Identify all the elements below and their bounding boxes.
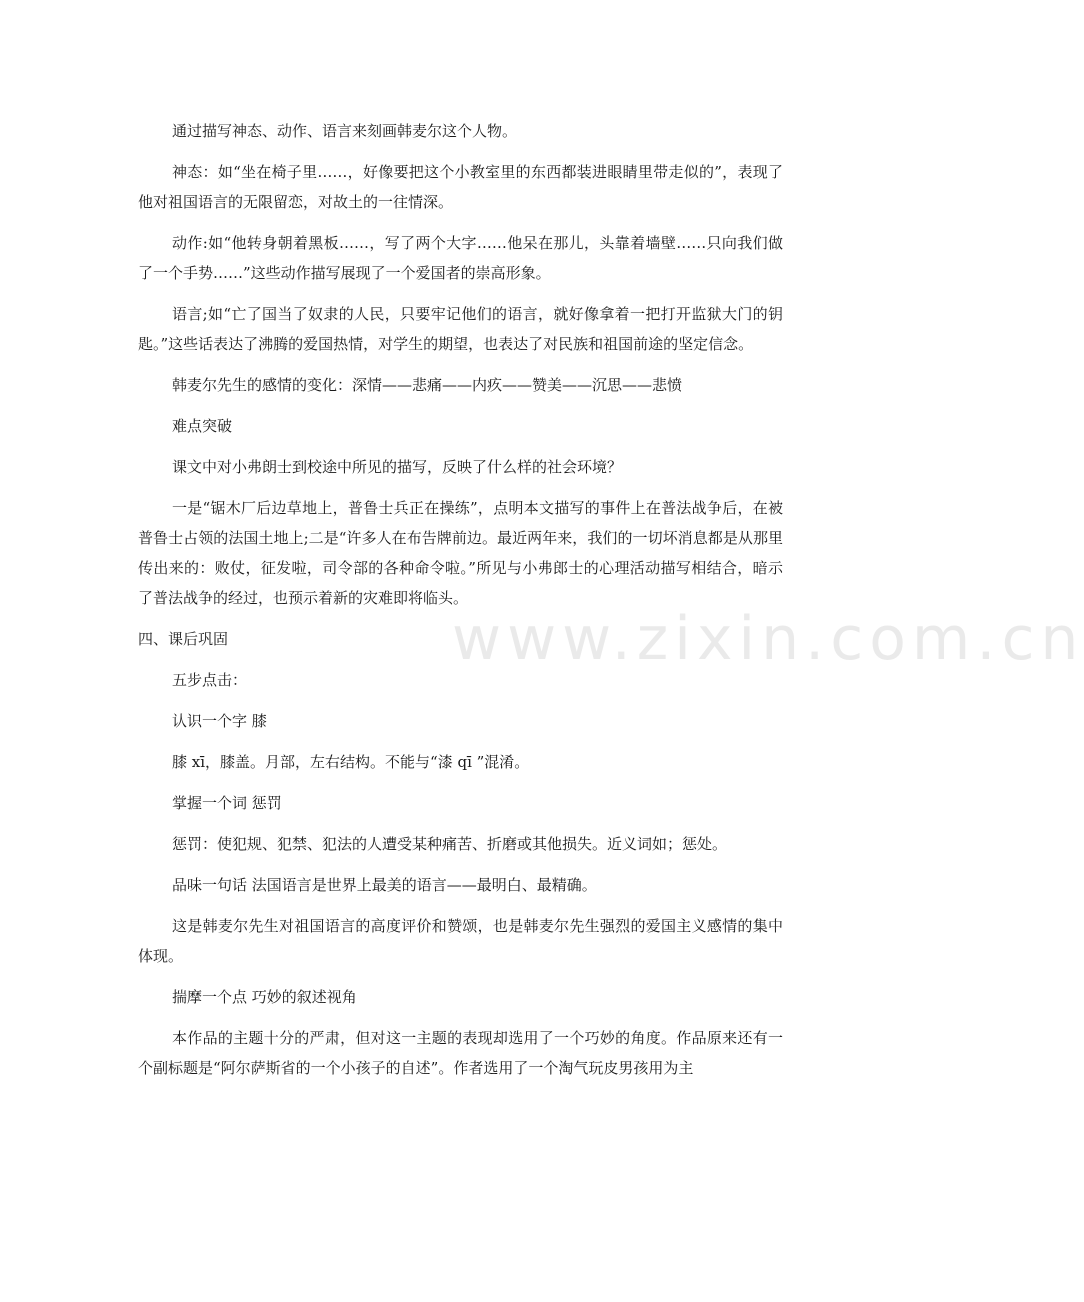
- paragraph: 膝 xī，膝盖。月部，左右结构。不能与“漆 qī ”混淆。: [172, 753, 530, 771]
- document-body: [138, 116, 783, 1094]
- paragraph: 通过描写神态、动作、语言来刻画韩麦尔这个人物。: [172, 122, 518, 140]
- paragraph: 动作:如“他转身朝着黑板……，写了两个大字……他呆在那儿，头靠着墙壁……只向我们做了一个手势……”这些动作描写展现了一个爱国者的崇高形象。: [138, 234, 783, 282]
- paragraph: 一是“锯木厂后边草地上，普鲁士兵正在操练”，点明本文描写的事件上在普法战争后，在被普鲁士占领的法国土地上;二是“许多人在布告牌前边。最近两年来，我们的一切坏消息都是从那里传出来的：败仗，征发啦，司令部的各种命令啦。”所见与小弗郎士的心理活动描写相结合，暗示了普法战争的经过，也预示着新的灾难即将临头。: [138, 499, 783, 607]
- paragraph: 语言;如“亡了国当了奴隶的人民，只要牢记他们的语言，就好像拿着一把打开监狱大门的钥匙。”这些话表达了沸腾的爱国热情，对学生的期望，也表达了对民族和祖国前途的坚定信念。: [138, 305, 783, 353]
- paragraph: 惩罚：使犯规、犯禁、犯法的人遭受某种痛苦、折磨或其他损失。近义词如；惩处。: [172, 835, 728, 853]
- paragraph: 本作品的主题十分的严肃，但对这一主题的表现却选用了一个巧妙的角度。作品原来还有一个副标题是“阿尔萨斯省的一个小孩子的自述”。作者选用了一个淘气玩皮男孩用为主: [138, 1029, 783, 1077]
- paragraph: 神态：如“坐在椅子里……，好像要把这个小教室里的东西都装进眼睛里带走似的”，表现了他对祖国语言的无限留恋，对故土的一往情深。: [138, 163, 783, 211]
- paragraph: 这是韩麦尔先生对祖国语言的高度评价和赞颂，也是韩麦尔先生强烈的爱国主义感情的集中体现。: [138, 917, 783, 965]
- paragraph: 韩麦尔先生的感情的变化：深情——悲痛——内疚——赞美——沉思——悲愤: [172, 376, 683, 394]
- section-subheading: 难点突破: [172, 417, 233, 435]
- paragraph: 掌握一个词 惩罚: [172, 794, 282, 812]
- paragraph: 揣摩一个点 巧妙的叙述视角: [172, 988, 357, 1006]
- paragraph: 课文中对小弗朗士到校途中所见的描写，反映了什么样的社会环境？: [172, 458, 623, 476]
- paragraph: 认识一个字 膝: [172, 712, 267, 730]
- paragraph: 品味一句话 法国语言是世界上最美的语言——最明白、最精确。: [172, 876, 597, 894]
- paragraph: 五步点击：: [172, 671, 248, 689]
- watermark: www.zixin.com.cn: [452, 604, 1084, 674]
- section-heading: 四、课后巩固: [138, 630, 229, 648]
